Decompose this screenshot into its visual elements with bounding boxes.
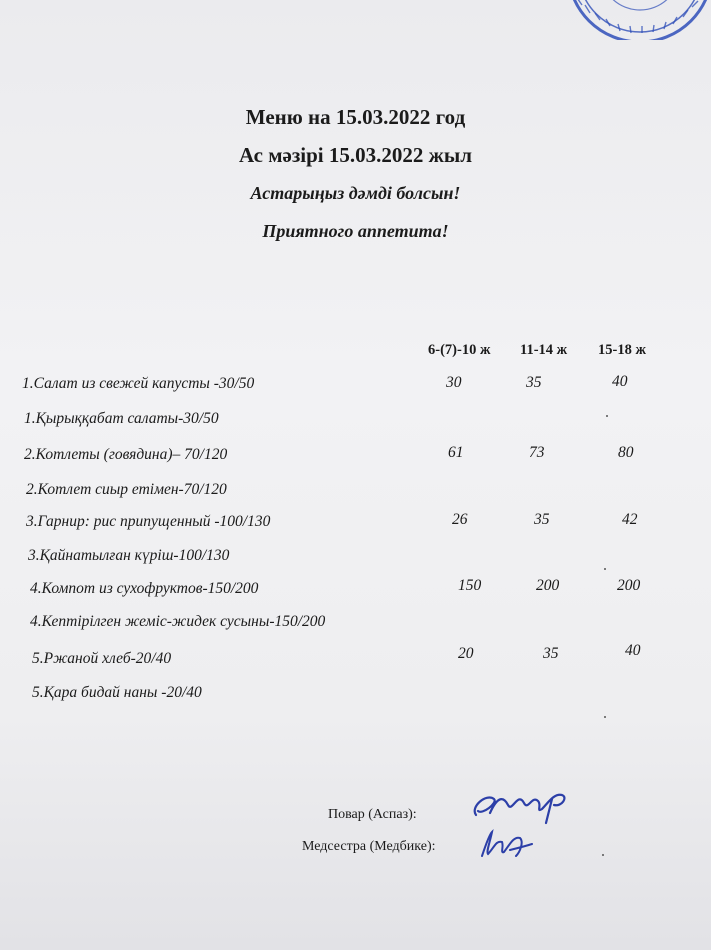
portion-value: 35 — [526, 374, 542, 391]
portion-value: 61 — [448, 444, 464, 461]
menu-item-label: 5.Қара бидай наны -20/40 — [32, 684, 202, 701]
menu-item-label: 2.Котлеты (говядина)– 70/120 — [24, 446, 228, 463]
menu-item-label: 4.Компот из сухофруктов-150/200 — [30, 580, 259, 597]
column-header-age-11-14: 11-14 ж — [520, 342, 568, 358]
menu-item-label: 1.Қырыққабат салаты-30/50 — [24, 410, 219, 427]
cook-signature-label: Повар (Аспаз): — [328, 807, 417, 822]
portion-value: 42 — [622, 511, 638, 528]
portion-value: 30 — [446, 374, 462, 391]
nurse-signature-label: Медсестра (Медбике): — [302, 839, 436, 854]
portion-value: 35 — [534, 511, 550, 528]
portion-value: 40 — [612, 373, 628, 390]
cook-signature — [468, 785, 573, 825]
nurse-signature — [476, 826, 536, 864]
column-header-age-6-10: 6-(7)-10 ж — [428, 342, 491, 358]
paper-speck — [604, 716, 606, 718]
portion-value: 200 — [617, 577, 641, 594]
title-kz: Ас мәзірі 15.03.2022 жыл — [238, 143, 473, 167]
portion-value: 35 — [543, 645, 559, 662]
portion-value: 200 — [536, 577, 560, 594]
paper-speck — [604, 568, 606, 570]
menu-item-label: 4.Кептірілген жеміс-жидек сусыны-150/200 — [30, 613, 326, 630]
menu-item-label: 2.Котлет сиыр етімен-70/120 — [26, 481, 227, 498]
portion-value: 150 — [458, 577, 482, 594]
official-stamp — [540, 0, 711, 40]
portion-value: 73 — [529, 444, 545, 461]
menu-item-label: 3.Қайнатылған күріш-100/130 — [28, 547, 230, 564]
portion-value: 80 — [618, 444, 634, 461]
paper-speck — [606, 415, 608, 417]
column-header-age-15-18: 15-18 ж — [598, 342, 646, 358]
portion-value: 40 — [625, 642, 641, 659]
menu-item-label: 3.Гарнир: рис припущенный -100/130 — [26, 513, 271, 530]
title-ru: Меню на 15.03.2022 год — [245, 105, 466, 129]
portion-value: 26 — [452, 511, 468, 528]
paper-speck — [602, 854, 604, 856]
menu-item-label: 5.Ржаной хлеб-20/40 — [32, 650, 172, 667]
menu-header — [0, 98, 711, 250]
portion-value: 20 — [458, 645, 474, 662]
wish-ru: Приятного аппетита! — [262, 221, 449, 241]
wish-kz: Астарыңыз дәмді болсын! — [250, 183, 461, 203]
menu-item-label: 1.Салат из свежей капусты -30/50 — [22, 375, 255, 392]
